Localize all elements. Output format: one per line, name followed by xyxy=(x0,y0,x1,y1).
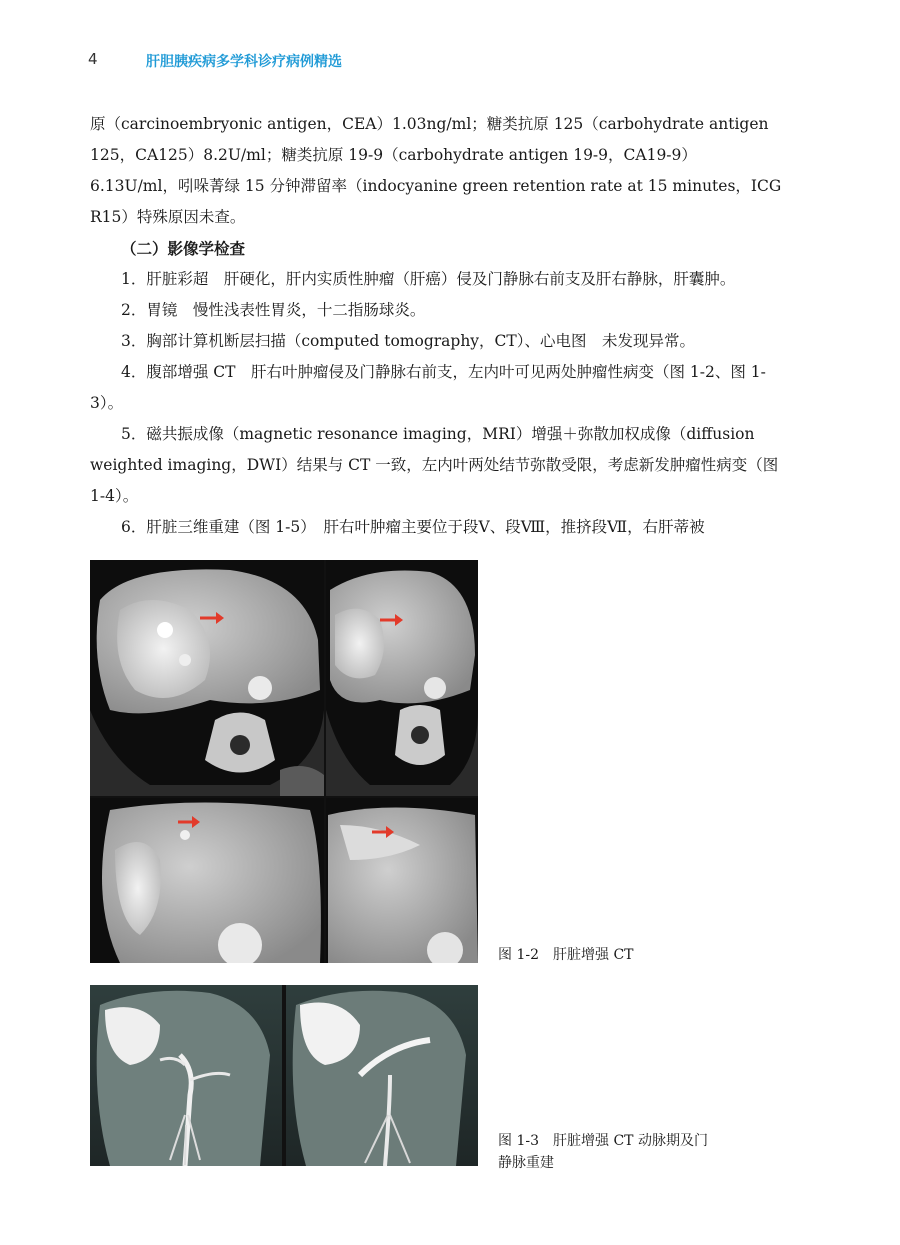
reconstruction-panel-right xyxy=(286,985,478,1166)
running-title: 肝胆胰疾病多学科诊疗病例精选 xyxy=(146,54,342,70)
imaging-item-1: 1．肝脏彩超 肝硬化，肝内实质性肿瘤（肝癌）侵及门静脉右前支及肝右静脉，肝囊肿。 xyxy=(121,270,736,288)
imaging-item-5: 5．磁共振成像（magnetic resonance imaging，MRI）增强＋弥散加权成像（diffusion weighted imaging，DWI）结果与 CT 一致，左内叶两处结节弥散受限，考虑新发肿瘤性病变（图 1-4）。 xyxy=(90,425,779,505)
paragraph-lab-results: 原（carcinoembryonic antigen，CEA）1.03ng/ml；糖类抗原 125（carbohydrate antigen 125，CA125）8.2U/ml；糖类抗原 19-9（carbohydrate antigen 19-9，CA19-9）6.13U/ml，吲哚菁绿 15 分钟滞留率（indocyanine green retention rate at 15 minutes，ICG R15）特殊原因未查。 xyxy=(90,115,782,226)
imaging-item-4: 4．腹部增强 CT 肝右叶肿瘤侵及门静脉右前支，左内叶可见两处肿瘤性病变（图 1-2、图 1-3）。 xyxy=(90,363,766,412)
ct-panels-illustration xyxy=(90,560,478,963)
ct-panel-top-left xyxy=(90,560,324,796)
vascular-reconstruction-illustration xyxy=(90,985,478,1166)
imaging-item-2: 2．胃镜 慢性浅表性胃炎，十二指肠球炎。 xyxy=(121,301,426,319)
ct-panel-bottom-left xyxy=(90,798,324,963)
imaging-item-3: 3．胸部计算机断层扫描（computed tomography，CT）、心电图 未发现异常。 xyxy=(121,332,696,350)
figure-1-3-reconstruction xyxy=(90,985,478,1166)
reconstruction-panel-left xyxy=(90,985,282,1166)
body-text xyxy=(90,109,782,543)
ct-panel-bottom-right xyxy=(326,798,478,963)
figure-1-2-ct-grid xyxy=(90,560,478,963)
page-number: 4 xyxy=(88,50,98,68)
section-heading-imaging: （二）影像学检查 xyxy=(121,239,246,258)
figure-1-2-caption: 图 1-2 肝脏增强 CT xyxy=(498,947,634,963)
ct-panel-top-right xyxy=(326,560,478,796)
imaging-item-6: 6．肝脏三维重建（图 1-5） 肝右叶肿瘤主要位于段Ⅴ、段Ⅷ，推挤段Ⅶ，右肝蒂被 xyxy=(121,518,705,536)
figure-1-3-caption: 图 1-3 肝脏增强 CT 动脉期及门静脉重建 xyxy=(498,1133,708,1171)
